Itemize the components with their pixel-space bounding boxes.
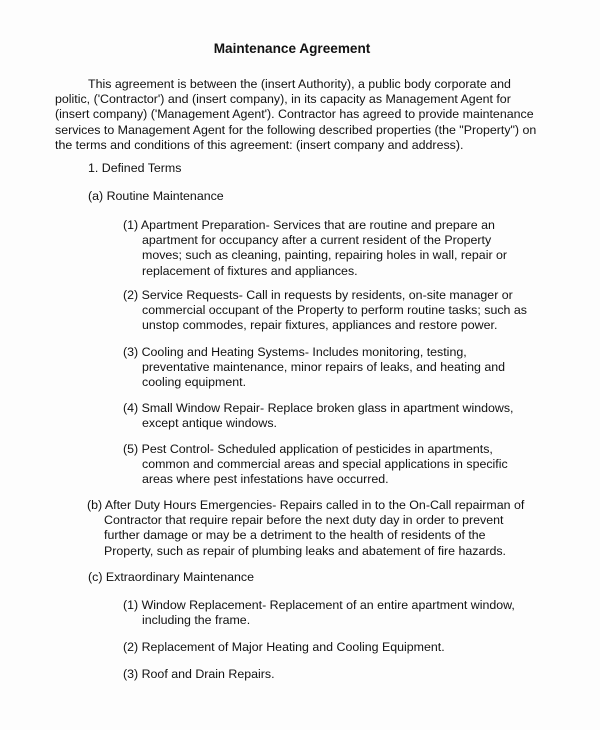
item-line: except antique windows. [142, 416, 278, 431]
item-line: preventative maintenance, minor repairs of leaks, and heating and [142, 360, 505, 375]
item-line: (2) Service Requests- Call in requests by residents, on-site manager or [123, 288, 513, 302]
intro-line: the terms and conditions of this agreement: (insert company and address). [55, 137, 464, 152]
section-heading-routine-maintenance: (a) Routine Maintenance [88, 189, 224, 203]
item-line: (3) Cooling and Heating Systems- Includes monitoring, testing, [123, 345, 467, 359]
item-line: replacement of fixtures and appliances. [142, 263, 358, 278]
list-item-window-replacement [123, 598, 542, 628]
item-line: (4) Small Window Repair- Replace broken glass in apartment windows, [123, 401, 514, 415]
section-line: further damage or may be a detriment to the health of residents of the [104, 528, 486, 543]
list-item-service-requests [123, 288, 542, 334]
item-line: common and commercial areas and special applications in specific [142, 457, 508, 472]
section-line: Property, such as repair of plumbing leaks and abatement of fire hazards. [104, 543, 506, 558]
item-line: including the frame. [142, 613, 251, 628]
intro-paragraph [55, 77, 537, 153]
section-after-duty-emergencies [87, 498, 534, 559]
item-line: (1) Apartment Preparation- Services that are routine and prepare an [123, 218, 495, 232]
item-line: (5) Pest Control- Scheduled application of pesticides in apartments, [123, 442, 493, 456]
item-line: commercial occupant of the Property to perform routine tasks; such as [142, 303, 527, 318]
list-item-roof-drain-repairs [123, 667, 542, 682]
intro-line: services to Management Agent for the following described properties (the "Property") on [55, 122, 537, 137]
document-title: Maintenance Agreement [213, 41, 371, 56]
intro-line: This agreement is between the (insert Authority), a public body corporate and [88, 77, 511, 91]
list-item-cooling-heating [123, 345, 542, 391]
item-line: areas where pest infestations have occurred. [142, 472, 389, 487]
item-line: unstop commodes, repair fixtures, appliances and restore power. [142, 318, 498, 333]
section-line: Contractor that require repair before the next duty day in order to prevent [104, 513, 504, 528]
item-line: apartment for occupancy after a current resident of the Property [142, 233, 492, 248]
list-item-small-window-repair [123, 401, 542, 431]
intro-line: (insert company) ('Management Agent'). Contractor has agreed to provide maintenance [55, 107, 534, 122]
item-line: (1) Window Replacement- Replacement of an entire apartment window, [123, 598, 515, 612]
list-item-pest-control [123, 442, 542, 488]
item-line: (3) Roof and Drain Repairs. [123, 667, 275, 681]
list-item-heating-cooling-replacement [123, 640, 542, 655]
section-line: (b) After Duty Hours Emergencies- Repairs called in to the On-Call repairman of [87, 498, 525, 512]
section-heading-extraordinary-maintenance: (c) Extraordinary Maintenance [88, 570, 254, 584]
item-line: moves; such as cleaning, painting, repairing holes in wall, repair or [142, 248, 508, 263]
item-line: cooling equipment. [142, 375, 247, 390]
item-line: (2) Replacement of Major Heating and Cooling Equipment. [123, 640, 445, 654]
section-heading-defined-terms: 1. Defined Terms [88, 161, 182, 175]
intro-line: politic, ('Contractor') and (insert company), in its capacity as Management Agent for [55, 92, 511, 107]
list-item-apartment-preparation [123, 218, 542, 279]
